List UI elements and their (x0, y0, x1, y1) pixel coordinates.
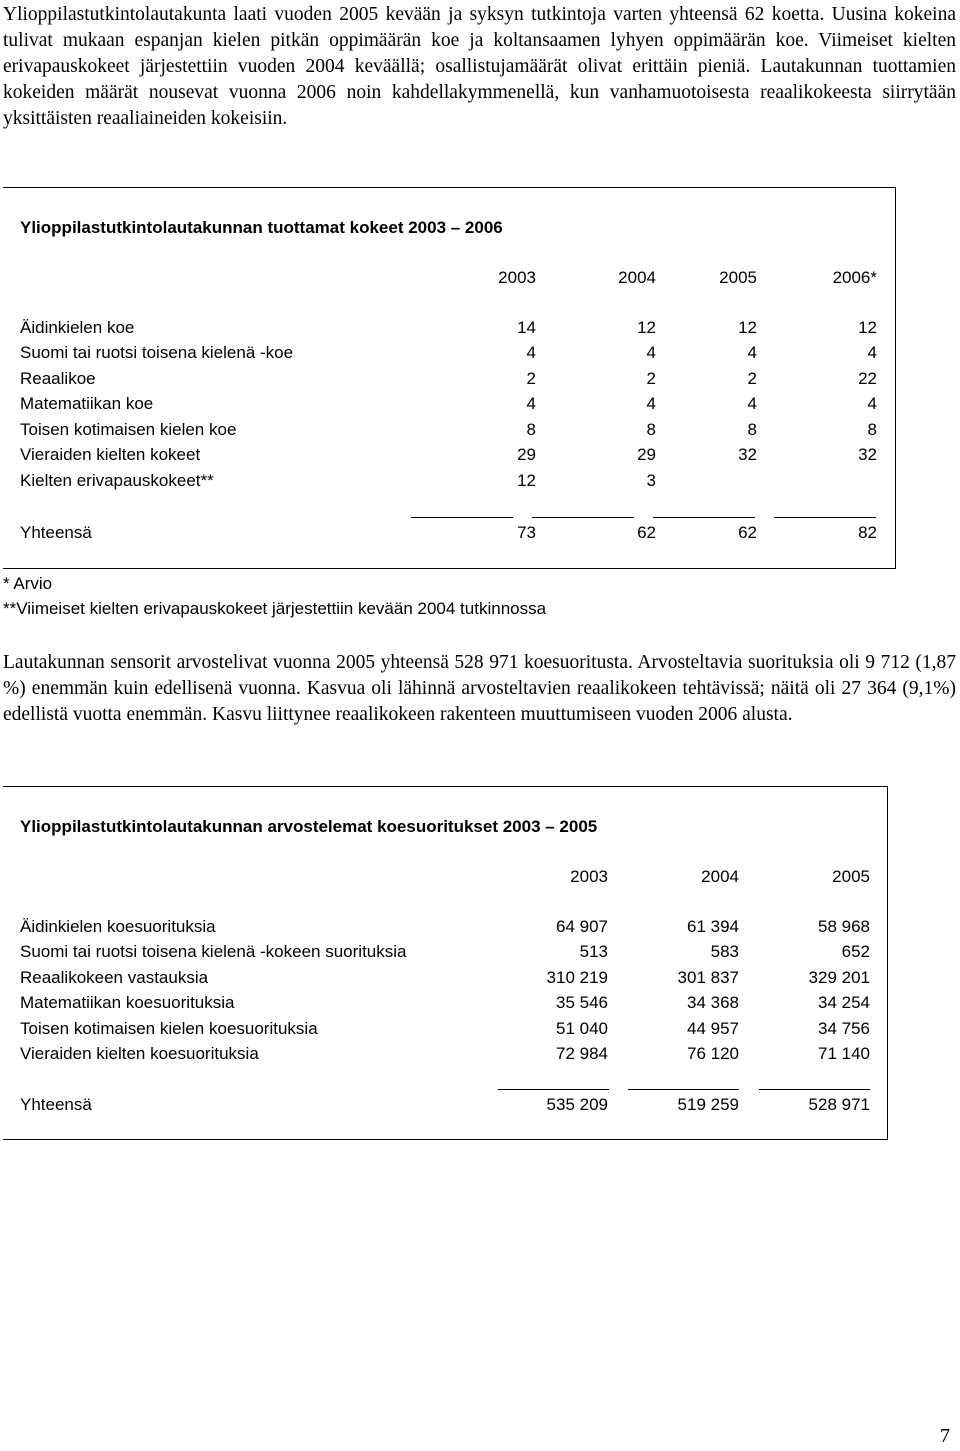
cell: 12 (858, 318, 877, 337)
table-row (20, 343, 878, 365)
total-underline (653, 517, 755, 518)
table-row (20, 420, 878, 442)
table-row (20, 1044, 870, 1066)
cell: 8 (747, 420, 757, 439)
cell: 64 907 (556, 917, 608, 936)
table-row (20, 394, 878, 416)
page-number: 7 (940, 1425, 950, 1447)
table-row (20, 1019, 870, 1041)
total-cell: 528 971 (808, 1095, 870, 1114)
cell: 4 (867, 394, 877, 413)
cell: 29 (637, 445, 656, 464)
cell: 652 (841, 942, 870, 961)
cell: 4 (747, 343, 757, 362)
total-label: Yhteensä (20, 1095, 92, 1114)
cell: 513 (579, 942, 608, 961)
total-cell: 82 (858, 523, 877, 542)
row-label: Äidinkielen koesuorituksia (20, 917, 216, 936)
cell: 12 (517, 471, 536, 490)
row-label: Suomi tai ruotsi toisena kielenä -kokeen suorituksia (20, 942, 407, 961)
cell: 583 (710, 942, 739, 961)
year-header: 2004 (618, 268, 656, 287)
total-underline (498, 1089, 609, 1090)
cell: 8 (867, 420, 877, 439)
row-label: Suomi tai ruotsi toisena kielenä -koe (20, 343, 294, 362)
total-underline (628, 1089, 739, 1090)
total-underline (411, 517, 513, 518)
cell: 14 (517, 318, 536, 337)
cell: 2 (747, 369, 757, 388)
total-cell: 535 209 (546, 1095, 608, 1114)
cell: 4 (646, 343, 656, 362)
graded-table-box (3, 786, 888, 1140)
cell: 3 (646, 471, 656, 490)
cell: 4 (526, 343, 536, 362)
row-label: Reaalikoe (20, 369, 96, 388)
year-header: 2006* (832, 268, 877, 287)
cell: 29 (517, 445, 536, 464)
year-header: 2004 (701, 867, 739, 886)
cell: 32 (738, 445, 757, 464)
footnote-estimate: * Arvio (3, 574, 53, 593)
cell: 8 (646, 420, 656, 439)
table-row (20, 917, 870, 939)
table-row (20, 318, 878, 340)
cell: 4 (867, 343, 877, 362)
graded-table-header-row (20, 867, 870, 889)
total-row (20, 1095, 870, 1117)
cell: 4 (646, 394, 656, 413)
row-label: Äidinkielen koe (20, 318, 135, 337)
cell: 51 040 (556, 1019, 608, 1038)
year-header: 2003 (498, 268, 536, 287)
total-underline (774, 517, 876, 518)
row-label: Matematiikan koe (20, 394, 154, 413)
row-label: Vieraiden kielten kokeet (20, 445, 201, 464)
cell: 72 984 (556, 1044, 608, 1063)
footnote-exemption-exams: **Viimeiset kielten erivapauskokeet järjestettiin kevään 2004 tutkinnossa (3, 599, 547, 618)
cell: 329 201 (808, 968, 870, 987)
cell: 34 368 (687, 993, 739, 1012)
cell: 61 394 (687, 917, 739, 936)
cell: 8 (526, 420, 536, 439)
cell: 44 957 (687, 1019, 739, 1038)
total-underline (532, 517, 634, 518)
year-header: 2005 (719, 268, 757, 287)
table-row (20, 369, 878, 391)
cell: 12 (738, 318, 757, 337)
cell: 301 837 (677, 968, 739, 987)
row-label: Toisen kotimaisen kielen koe (20, 420, 237, 439)
table-row (20, 993, 870, 1015)
total-cell: 73 (517, 523, 536, 542)
total-cell: 519 259 (677, 1095, 739, 1114)
cell: 58 968 (818, 917, 870, 936)
table-row (20, 445, 878, 467)
cell: 2 (646, 369, 656, 388)
cell: 4 (747, 394, 757, 413)
cell: 34 254 (818, 993, 870, 1012)
table-row (20, 968, 870, 990)
year-header: 2003 (570, 867, 608, 886)
row-label: Reaalikokeen vastauksia (20, 968, 209, 987)
total-cell: 62 (637, 523, 656, 542)
row-label: Vieraiden kielten koesuorituksia (20, 1044, 259, 1063)
cell: 2 (526, 369, 536, 388)
total-underline (759, 1089, 870, 1090)
row-label: Toisen kotimaisen kielen koesuorituksia (20, 1019, 318, 1038)
total-row (20, 523, 878, 545)
exams-table-box (3, 187, 896, 569)
cell: 12 (637, 318, 656, 337)
cell: 4 (526, 394, 536, 413)
cell: 34 756 (818, 1019, 870, 1038)
row-label: Matematiikan koesuorituksia (20, 993, 235, 1012)
intro-paragraph: Ylioppilastutkintolautakunta laati vuoden 2005 kevään ja syksyn tutkintoja varten yhteensä 62 koetta. Uusina kokeina tulivat mukaan espanjan kielen pitkän oppimäärän koe ja koltansaamen lyhyen oppimäärän koe. Viimeiset kielten erivapauskokeet järjestettiin vuoden 2004 keväällä; osallistujamäärät olivat erittäin pieniä. Lautakunnan tuottamien kokeiden määrät nousevat vuonna 2006 noin kahdellakymmenellä, kun vanhamuotoisesta reaalikokeesta siirrytään yksittäisten reaaliaineiden kokeisiin. (3, 4, 956, 129)
exams-table-title: Ylioppilastutkintolautakunnan tuottamat kokeet 2003 – 2006 (20, 218, 503, 237)
cell: 71 140 (818, 1044, 870, 1063)
cell: 310 219 (546, 968, 608, 987)
cell: 35 546 (556, 993, 608, 1012)
cell: 22 (858, 369, 877, 388)
total-cell: 62 (738, 523, 757, 542)
total-label: Yhteensä (20, 523, 92, 542)
exams-table-header-row (20, 268, 878, 290)
graded-table-title: Ylioppilastutkintolautakunnan arvostelemat koesuoritukset 2003 – 2005 (20, 817, 598, 836)
middle-paragraph: Lautakunnan sensorit arvostelivat vuonna 2005 yhteensä 528 971 koesuoritusta. Arvosteltavia suorituksia oli 9 712 (1,87 %) enemmän kuin edellisenä vuonna. Kasvua oli lähinnä arvosteltavien reaalikokeen tehtävissä; näitä oli 27 364 (9,1%) edellistä vuotta enemmän. Kasvu liittynee reaalikokeen rakenteen muuttumiseen vuoden 2006 alusta. (3, 652, 956, 725)
year-header: 2005 (832, 867, 870, 886)
table-row (20, 942, 870, 964)
cell: 76 120 (687, 1044, 739, 1063)
cell: 32 (858, 445, 877, 464)
table-row (20, 471, 878, 493)
row-label: Kielten erivapauskokeet** (20, 471, 214, 490)
